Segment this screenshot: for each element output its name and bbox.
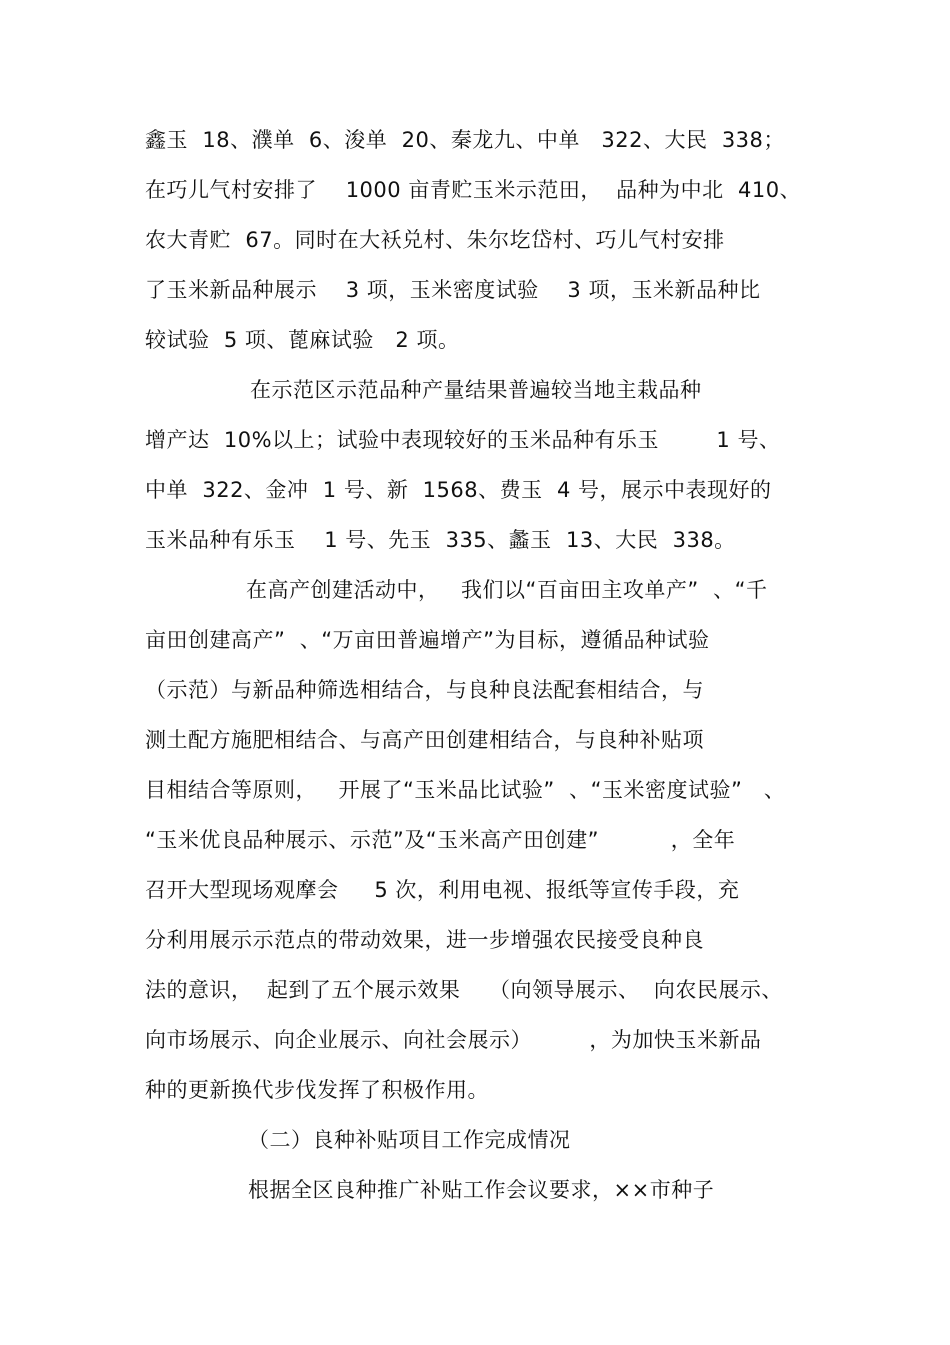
text-line: 较试验 5 项、蓖麻试验 2 项。: [145, 328, 460, 352]
text-line: （示范）与新品种筛选相结合，与良种良法配套相结合，与: [145, 678, 704, 702]
paragraph-first-line: 在高产创建活动中， 我们以“百亩田主攻单产” 、“千: [246, 578, 768, 602]
text-line: 增产达 10%以上；试验中表现较好的玉米品种有乐玉 1 号、: [145, 428, 781, 452]
section-heading: （二）良种补贴项目工作完成情况: [248, 1128, 571, 1152]
paragraph-first-line: 根据全区良种推广补贴工作会议要求，××市种子: [248, 1178, 715, 1202]
text-line: 目相结合等原则， 开展了“玉米品比试验” 、“玉米密度试验” 、: [145, 778, 786, 802]
text-line: 玉米品种有乐玉 1 号、先玉 335、蠡玉 13、大民 338。: [145, 528, 736, 552]
text-line: 向市场展示、向企业展示、向社会展示） ，为加快玉米新品: [145, 1028, 762, 1052]
text-line: 农大青贮 67。同时在大袄兑村、朱尔圪岱村、巧儿气村安排: [145, 228, 725, 252]
text-line: 召开大型现场观摩会 5 次，利用电视、报纸等宣传手段，充: [145, 878, 740, 902]
text-line: “玉米优良品种展示、示范”及“玉米高产田创建” ，全年: [145, 828, 736, 852]
paragraph-first-line: 在示范区示范品种产量结果普遍较当地主栽品种: [250, 378, 702, 402]
text-line: 分利用展示示范点的带动效果，进一步增强农民接受良种良: [145, 928, 704, 952]
text-line: 在巧儿气村安排了 1000 亩青贮玉米示范田， 品种为中北 410、: [145, 178, 802, 202]
text-line: 中单 322、金冲 1 号、新 1568、费玉 4 号，展示中表现好的: [145, 478, 772, 502]
text-line: 种的更新换代步伐发挥了积极作用。: [145, 1078, 489, 1102]
text-line: 法的意识， 起到了五个展示效果 （向领导展示、 向农民展示、: [145, 978, 783, 1002]
text-line: 了玉米新品种展示 3 项，玉米密度试验 3 项，玉米新品种比: [145, 278, 761, 302]
text-line: 测土配方施肥相结合、与高产田创建相结合，与良种补贴项: [145, 728, 704, 752]
text-line: 亩田创建高产” 、“万亩田普遍增产”为目标，遵循品种试验: [145, 628, 710, 652]
text-line: 鑫玉 18、濮单 6、浚单 20、秦龙九、中单 322、大民 338；: [145, 128, 785, 152]
